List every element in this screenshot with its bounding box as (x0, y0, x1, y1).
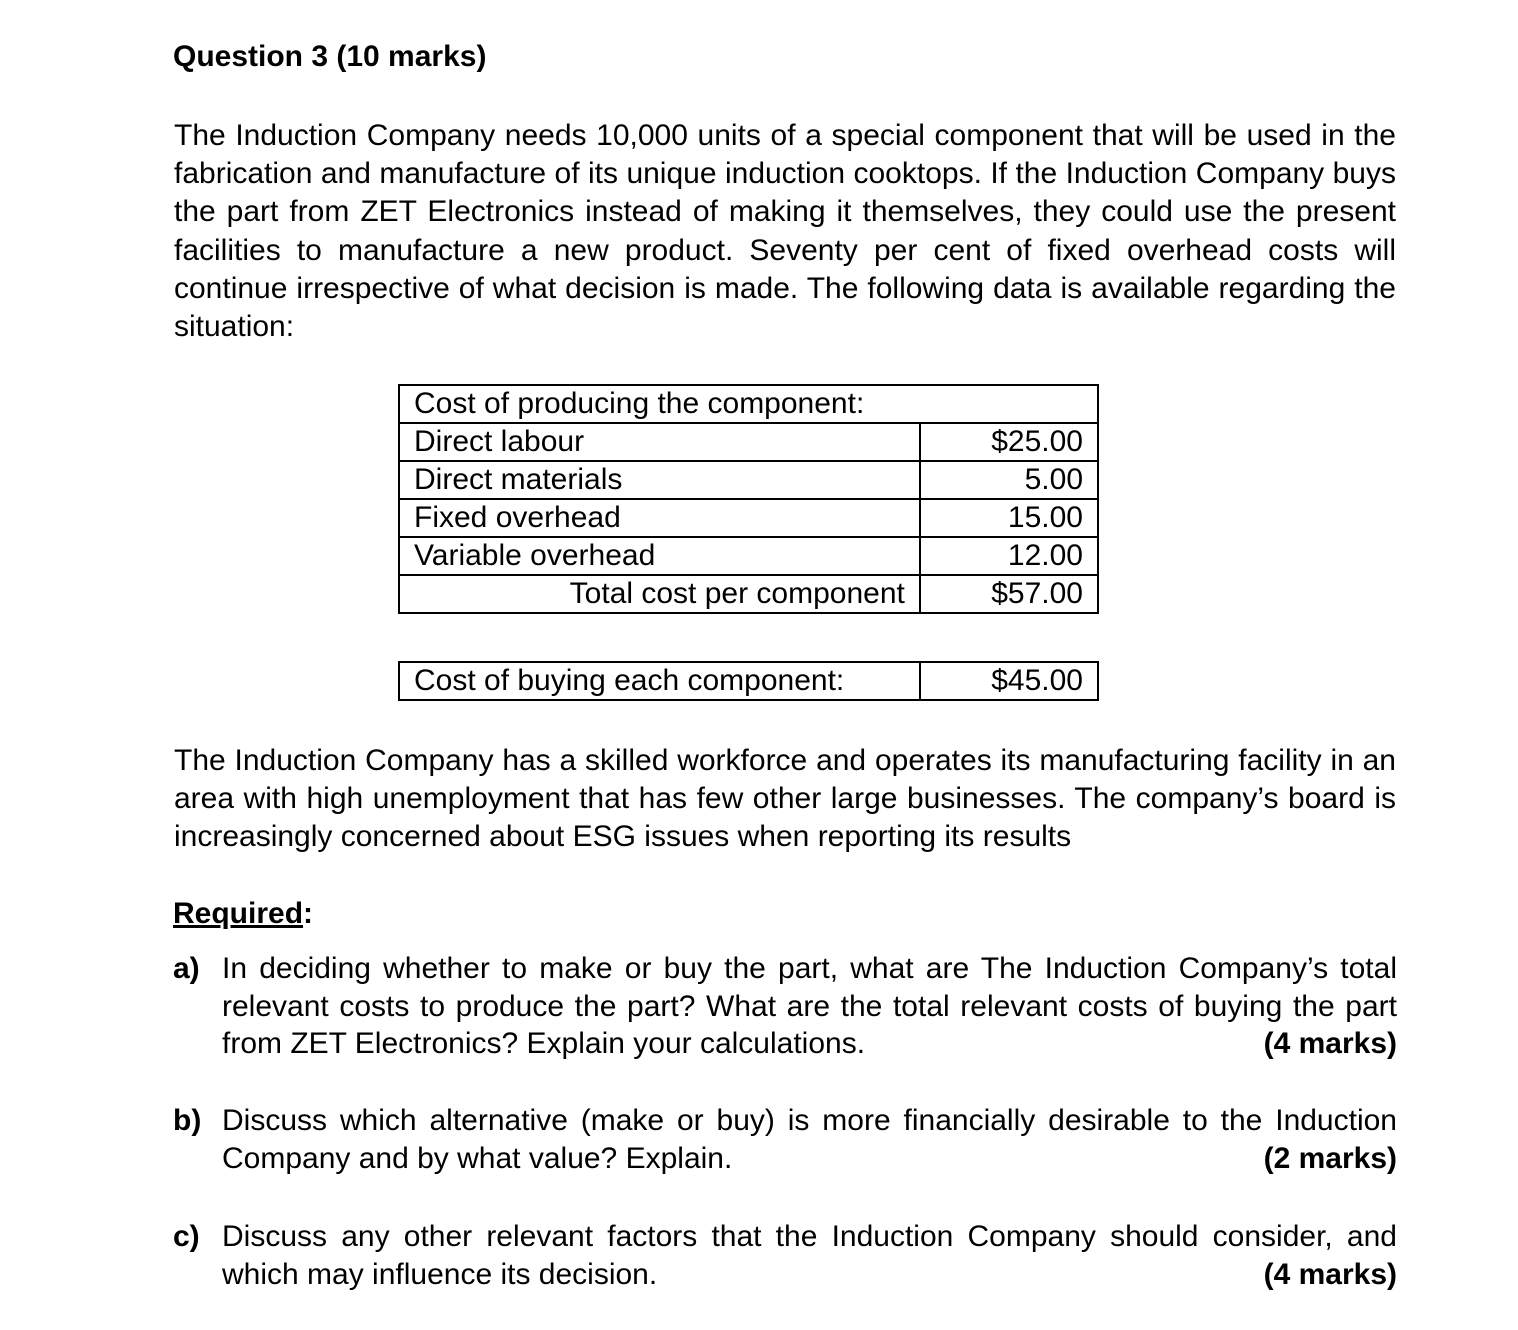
question-text: In deciding whether to make or buy the part, what are The Induction Company’s total relevant costs to produce the part? What are the total relevant costs of buying the part from ZET Electronics? Explain your calculations. (222, 952, 1397, 1060)
table-row (399, 499, 1098, 537)
context-paragraph: The Induction Company has a skilled workforce and operates its manufacturing facility in an area with high unemployment that has few other large businesses. The company’s board is increasingly concerned about ESG issues when reporting its results (174, 744, 1396, 854)
question-letter: b) (173, 1104, 202, 1137)
question-marks: (2 marks) (1263, 1141, 1397, 1175)
cost-label: Variable overhead (399, 537, 920, 575)
cost-value: 5.00 (920, 461, 1098, 499)
total-cost-label: Total cost per component (399, 575, 920, 613)
question-text: Discuss any other relevant factors that the Induction Company should consider, and which may influence its decision. (222, 1220, 1397, 1291)
total-row (399, 575, 1098, 613)
question-marks: (4 marks) (1263, 1027, 1397, 1060)
cost-value: $25.00 (920, 423, 1098, 461)
question-item-c (173, 1218, 1397, 1293)
total-cost-value: $57.00 (920, 575, 1098, 613)
question-item-a (173, 950, 1397, 1063)
intro-paragraph: The Induction Company needs 10,000 units of a special component that will be used in the fabrication and manufacture of its unique induction cooktops. If the Induction Company buys the part from ZET Electronics instead of making it themselves, they could use the present facilities to manufacture a new product. Seventy per cent of fixed overhead costs will continue irrespective of what decision is made. The following data is available regarding the situation: (174, 119, 1396, 344)
question-marks: (4 marks) (1263, 1257, 1397, 1291)
buying-cost-table (398, 661, 1099, 701)
cost-label: Direct materials (399, 461, 920, 499)
question-letter: c) (173, 1220, 200, 1253)
question-text-wrap (222, 1102, 1397, 1177)
required-heading (173, 895, 313, 933)
required-colon: : (303, 897, 314, 930)
question-text-wrap (222, 1218, 1397, 1293)
required-label: Required (173, 897, 304, 930)
table-row (399, 537, 1098, 575)
table-row (399, 662, 1098, 700)
table-row (399, 423, 1098, 461)
question-letter: a) (173, 952, 200, 985)
production-cost-header: Cost of producing the component: (399, 385, 1098, 423)
question-item-b (173, 1102, 1397, 1177)
question-text-wrap (222, 950, 1397, 1063)
cost-label: Fixed overhead (399, 499, 920, 537)
cost-value: 12.00 (920, 537, 1098, 575)
question-text: Discuss which alternative (make or buy) is more financially desirable to the Induction Company and by what value? Explain. (222, 1104, 1397, 1175)
table-header-row (399, 385, 1098, 423)
production-cost-table (398, 384, 1099, 614)
cost-label: Direct labour (399, 423, 920, 461)
question-heading: Question 3 (10 marks) (173, 40, 487, 73)
buy-cost-label: Cost of buying each component: (399, 662, 920, 700)
table-row (399, 461, 1098, 499)
cost-value: 15.00 (920, 499, 1098, 537)
buy-cost-value: $45.00 (920, 662, 1098, 700)
